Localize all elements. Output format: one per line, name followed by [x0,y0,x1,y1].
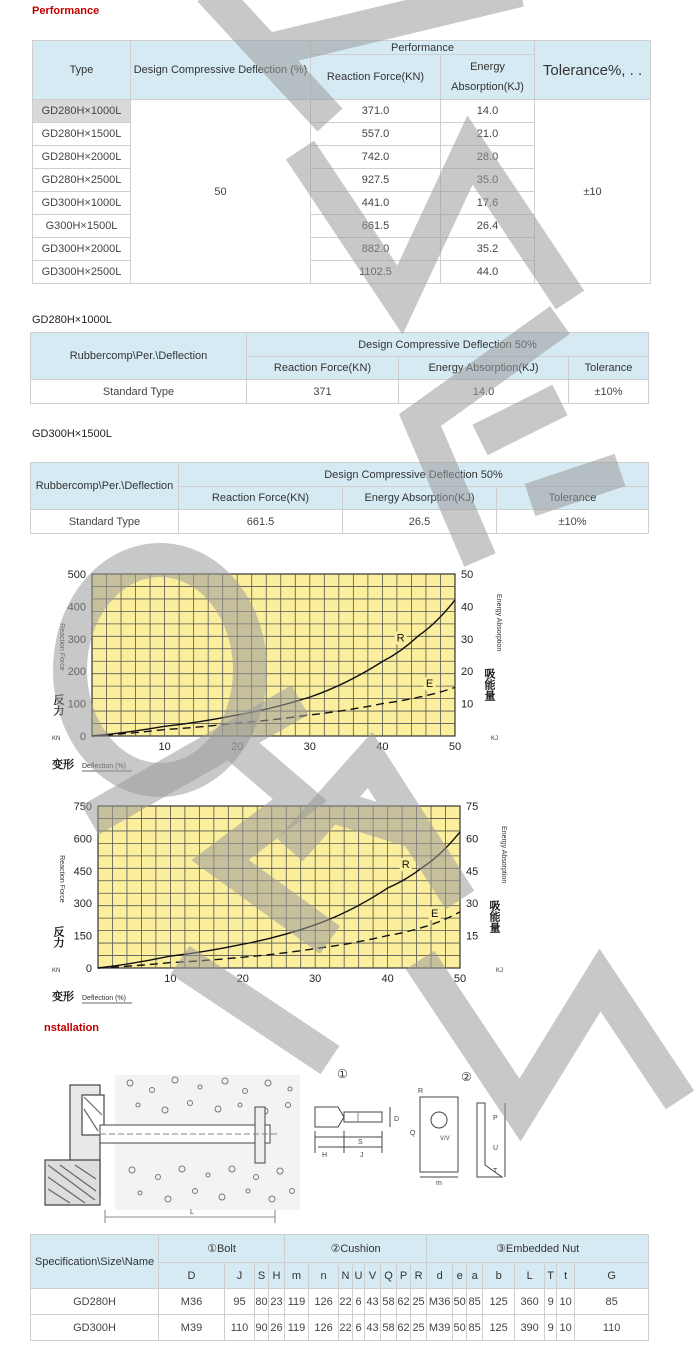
perf-energy-cell: 17.6 [441,192,535,215]
spec-subheader: n [309,1263,339,1289]
perf-reaction-cell: 742.0 [311,146,441,169]
model2-reaction-value: 661.5 [179,510,343,534]
label-j: J [360,1152,364,1159]
spec-cell: 22 [339,1289,353,1315]
y-tick-label: 750 [73,801,92,813]
perf-type-cell: GD280H×1500L [33,123,131,146]
spec-cell: 58 [381,1289,397,1315]
spec-col1-header: Specification\Size\Name [31,1235,159,1289]
label-d: D [394,1116,400,1123]
header-energy-line2: Absorption(KJ) [451,81,524,93]
y2-tick-label: 30 [461,633,474,646]
label-p: P [493,1115,498,1122]
y-tick-label: 300 [73,898,92,911]
y2-tick-label: 30 [466,898,479,911]
series-r-label: R [396,632,405,645]
performance-title: Performance [32,5,100,17]
spec-cell: M36 [427,1289,453,1315]
spec-subheader: e [453,1263,467,1289]
perf-reaction-cell: 557.0 [311,123,441,146]
model2-group-header: Design Compressive Deflection 50% [179,463,649,487]
perf-type-cell: GD300H×2500L [33,261,131,284]
model2-energy-header: Energy Absorption(KJ) [343,487,497,510]
y-axis-unit: KN [52,968,61,974]
spec-cell: 80 [255,1289,269,1315]
x-tick-label: 50 [448,741,462,753]
spec-cell: 126 [309,1315,339,1341]
y2-tick-label: 15 [466,930,479,943]
label-s: S [358,1139,363,1146]
model2-energy-value: 26.5 [343,510,497,534]
perf-energy-cell: 28.0 [441,146,535,169]
y-tick-label: 150 [73,930,92,943]
label-h: H [322,1152,328,1159]
spec-row-name: GD300H [31,1315,159,1341]
spec-group-bolt: ①Bolt [159,1235,285,1263]
y-tick-label: 600 [73,833,92,846]
y-axis-label: Reaction Force [58,855,65,903]
spec-cell: 10 [557,1315,575,1341]
y2-tick-label: 40 [461,601,474,614]
x-tick-label: 30 [303,741,316,753]
spec-subheader: N [339,1263,353,1289]
spec-cell: M39 [427,1315,453,1341]
spec-subheader: H [269,1263,285,1289]
perf-type-cell: GD280H×2500L [33,169,131,192]
spec-cell: 85 [467,1289,483,1315]
spec-subheader: t [557,1263,575,1289]
label-t: T [493,1168,498,1175]
model1-table [30,332,649,404]
perf-energy-cell: 26.4 [441,215,535,238]
series-e-label: E [425,678,434,691]
x-tick-label: 40 [381,973,394,985]
label-m: m [436,1180,442,1187]
y-tick-label: 100 [67,698,86,711]
perf-energy-cell: 35.2 [441,238,535,261]
spec-subheader: b [483,1263,515,1289]
spec-group-cushion: ②Cushion [285,1235,427,1263]
spec-row [31,1315,649,1341]
x-tick-label: 20 [231,741,244,753]
spec-cell: 25 [411,1289,427,1315]
spec-cell: 6 [353,1315,365,1341]
header-tolerance: Tolerance%, . . [535,41,651,100]
series-e-label: E [430,907,439,920]
perf-reaction-cell: 371.0 [311,100,441,123]
perf-type-cell: G300H×1500L [33,215,131,238]
y2-axis-label-cn: 吸能量 [488,899,500,933]
spec-cell: 90 [255,1315,269,1341]
label-q: Q [410,1130,416,1137]
model1-col1-header: Rubbercomp\Per.\Deflection [31,333,247,380]
spec-subheader: L [515,1263,545,1289]
model2-row-label: Standard Type [31,510,179,534]
y-tick-label: 450 [73,865,92,878]
spec-subheader: m [285,1263,309,1289]
y2-axis-label: Energy Absorption [495,593,502,652]
spec-row [31,1289,649,1315]
chart-plot-area [92,574,455,736]
model1-title: GD280H×1000L [32,314,112,326]
spec-cell: 6 [353,1289,365,1315]
spec-cell: 390 [515,1315,545,1341]
y-axis-label: Reaction Force [58,623,65,671]
label-l: L [190,1209,194,1216]
spec-row-name: GD280H [31,1289,159,1315]
perf-energy-cell: 21.0 [441,123,535,146]
perf-reaction-cell: 1102.5 [311,261,441,284]
installation-drawing [40,1065,510,1230]
y-tick-label: 200 [67,666,86,679]
fender-plate [45,1085,104,1205]
spec-subheader: d [427,1263,453,1289]
performance-table [32,40,651,284]
model1-row-label: Standard Type [31,380,247,404]
spec-cell: 26 [269,1315,285,1341]
y2-tick-label: 50 [461,569,474,581]
y-axis-label-cn: 反力 [52,693,64,716]
perf-deflection-cell: 50 [131,100,311,284]
x-axis-label: Deflection (%) [82,995,126,1002]
perf-type-cell: GD280H×1000L [33,100,131,123]
model1-tolerance-value: ±10% [569,380,649,404]
perf-type-cell: GD280H×2000L [33,146,131,169]
header-deflection: Design Compressive Deflection (%) [131,41,311,100]
y2-axis-label-cn: 吸能量 [483,667,495,701]
spec-subheader: T [545,1263,557,1289]
spec-subheader: P [397,1263,411,1289]
model2-reaction-header: Reaction Force(KN) [179,487,343,510]
spec-cell: 95 [225,1289,255,1315]
spec-cell: M36 [159,1289,225,1315]
perf-tolerance-cell: ±10 [535,100,651,284]
label-r: R [418,1088,424,1095]
perf-reaction-cell: 661.5 [311,215,441,238]
y2-tick-label: 10 [461,698,474,711]
x-axis-label: Deflection (%) [82,763,126,770]
spec-cell: 119 [285,1315,309,1341]
label-u: U [493,1145,499,1152]
model2-tolerance-value: ±10% [497,510,649,534]
spec-cell: 10 [557,1289,575,1315]
spec-cell: 62 [397,1289,411,1315]
perf-type-cell: GD300H×1000L [33,192,131,215]
y-axis-label-cn: 反力 [52,925,64,948]
perf-energy-cell: 44.0 [441,261,535,284]
perf-reaction-cell: 441.0 [311,192,441,215]
spec-cell: 43 [365,1315,381,1341]
bolt-detail [315,1107,390,1153]
model1-group-header: Design Compressive Deflection 50% [247,333,649,357]
spec-subheader: G [575,1263,649,1289]
cushion-detail [420,1097,505,1177]
header-energy-line1: Energy [470,61,505,73]
spec-cell: 50 [453,1289,467,1315]
header-reaction: Reaction Force(KN) [311,55,441,100]
model1-reaction-header: Reaction Force(KN) [247,357,399,380]
model1-reaction-value: 371 [247,380,399,404]
x-tick-label: 20 [236,973,249,985]
x-axis-label-cn: 变形 [52,991,74,1003]
header-energy [441,55,535,100]
perf-energy-cell: 35.0 [441,169,535,192]
spec-subheader: V [365,1263,381,1289]
model2-table [30,462,649,534]
x-tick-label: 10 [158,741,171,753]
spec-cell: 85 [575,1289,649,1315]
spec-cell: M39 [159,1315,225,1341]
y2-tick-label: 45 [466,865,479,878]
series-r-label: R [401,859,410,872]
x-tick-label: 10 [164,973,177,985]
perf-reaction-cell: 927.5 [311,169,441,192]
installation-title: nstallation [44,1022,100,1034]
spec-cell: 9 [545,1315,557,1341]
spec-cell: 110 [575,1315,649,1341]
spec-cell: 62 [397,1315,411,1341]
spec-cell: 22 [339,1315,353,1341]
x-tick-label: 30 [309,973,322,985]
spec-cell: 50 [453,1315,467,1341]
y2-axis-label: Energy Absorption [500,825,507,884]
perf-energy-cell: 14.0 [441,100,535,123]
spec-table [30,1234,649,1341]
perf-reaction-cell: 882.0 [311,238,441,261]
y-tick-label: 0 [79,731,86,743]
spec-subheader: J [225,1263,255,1289]
spec-cell: 85 [467,1315,483,1341]
spec-cell: 126 [309,1289,339,1315]
y-axis-unit: KN [52,736,61,742]
spec-cell: 58 [381,1315,397,1341]
spec-cell: 43 [365,1289,381,1315]
model2-title: GD300H×1500L [32,428,112,440]
x-axis-label-cn: 变形 [52,759,74,771]
x-tick-label: 40 [376,741,389,753]
spec-subheader: Q [381,1263,397,1289]
circle-one-label: ① [337,1067,348,1081]
perf-type-cell: GD300H×2000L [33,238,131,261]
y-tick-label: 0 [85,963,92,975]
spec-cell: 119 [285,1289,309,1315]
y2-tick-label: 60 [466,833,479,846]
y-tick-label: 500 [67,569,86,581]
y2-tick-label: 20 [461,666,474,679]
spec-cell: 110 [225,1315,255,1341]
spec-cell: 360 [515,1289,545,1315]
spec-cell: 125 [483,1315,515,1341]
model1-tolerance-header: Tolerance [569,357,649,380]
chart-1 [30,560,530,775]
model2-col1-header: Rubbercomp\Per.\Deflection [31,463,179,510]
y-tick-label: 300 [67,633,86,646]
y2-axis-unit: KJ [491,736,499,742]
spec-subheader: S [255,1263,269,1289]
circle-two-label: ② [461,1070,472,1084]
spec-cell: 9 [545,1289,557,1315]
model1-energy-header: Energy Absorption(KJ) [399,357,569,380]
spec-subheader: U [353,1263,365,1289]
spec-cell: 23 [269,1289,285,1315]
spec-cell: 125 [483,1289,515,1315]
model2-tolerance-header: Tolerance [497,487,649,510]
y-tick-label: 400 [67,601,86,614]
x-tick-label: 50 [453,973,467,985]
y2-axis-unit: KJ [496,968,504,974]
chart-plot-area [98,806,460,968]
spec-cell: 25 [411,1315,427,1341]
model1-energy-value: 14.0 [399,380,569,404]
label-vv: V/V [440,1136,450,1142]
spec-group-nut: ③Embedded Nut [427,1235,649,1263]
spec-subheader: a [467,1263,483,1289]
header-performance: Performance [311,41,535,55]
header-type: Type [33,41,131,100]
spec-subheader: D [159,1263,225,1289]
spec-subheader: R [411,1263,427,1289]
chart-2 [30,790,530,1010]
y2-tick-label: 75 [466,801,479,813]
